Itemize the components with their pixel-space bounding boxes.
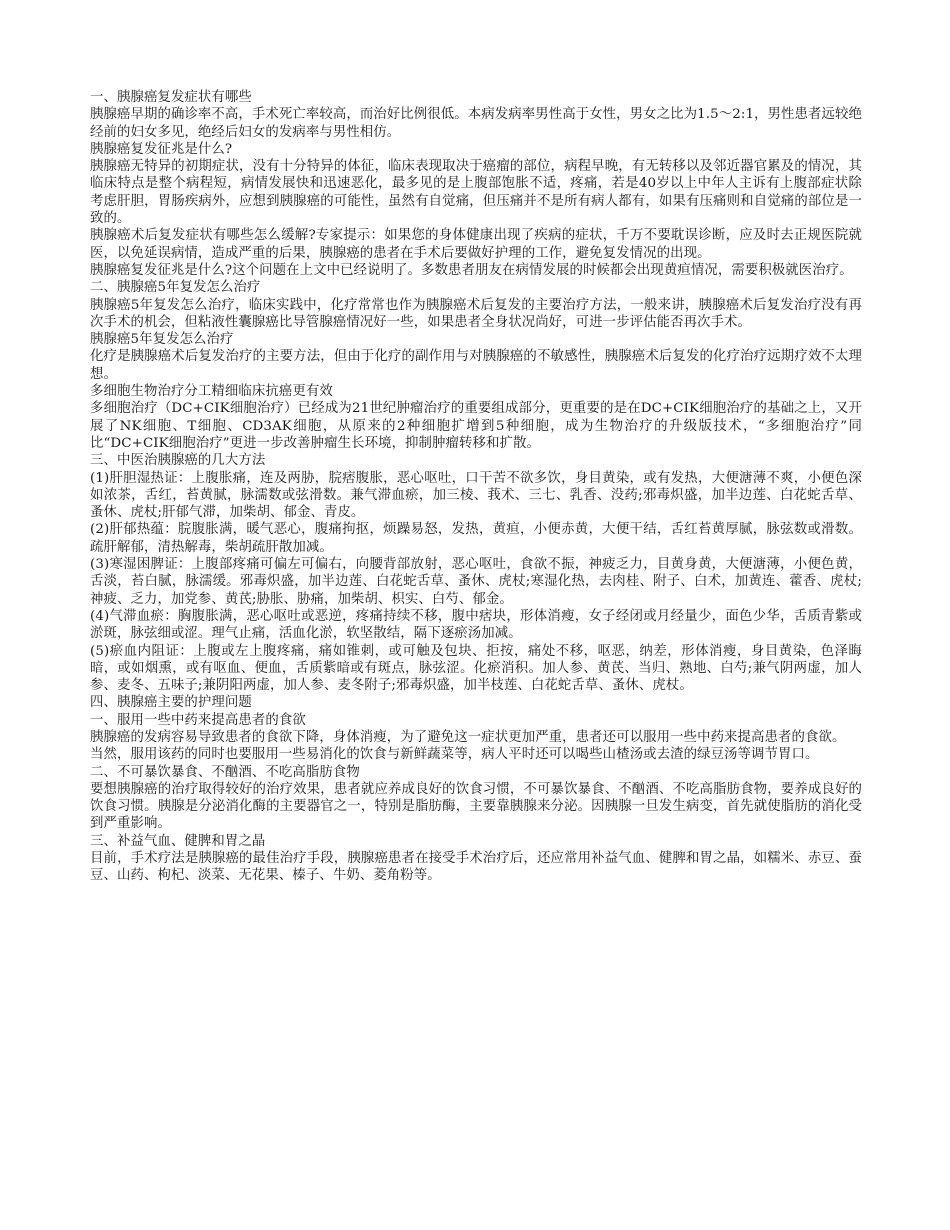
paragraph: 胰腺癌5年复发怎么治疗，临床实践中，化疗常常也作为胰腺癌术后复发的主要治疗方法，一般来讲，胰腺癌术后复发治疗没有再次手术的机会，但粘液性囊腺癌比导管腺癌情况好一些，如果患者全身状况尚好，可进一步评估能否再次手术。 (90, 297, 862, 330)
paragraph: (3)寒湿困脾证：上腹部疼痛可偏左可偏右，向腰背部放射，恶心呕吐，食欲不振，神疲乏力，目黄身黄，大便溏薄，小便色黄，舌淡，苔白腻，脉濡缓。邪毒炽盛，加半边莲、白花蛇舌草、蚤休、虎杖;寒湿化热，去肉桂、附子、白术，加黄连、藿香、虎杖;神疲、乏力，加党参、黄芪;胁胀、胁痛，加柴胡、枳实、白芍、郁金。 (90, 557, 862, 607)
document-body (90, 89, 862, 885)
section-heading: 四、胰腺癌主要的护理问题 (90, 695, 252, 711)
paragraph: 要想胰腺癌的治疗取得较好的治疗效果，患者就应养成良好的饮食习惯，不可暴饮暴食、不酗酒、不吃高脂肪食物，要养成良好的饮食习惯。胰腺是分泌消化酶的主要器官之一，特别是脂肪酶，主要靠胰腺来分泌。因胰腺一旦发生病变，首先就使脂肪的消化受到严重影响。 (90, 781, 862, 832)
subheading: 一、服用一些中药来提高患者的食欲 (90, 712, 306, 728)
section-heading: 二、胰腺癌5年复发怎么治疗 (90, 280, 261, 296)
paragraph: 多细胞治疗（DC+CIK细胞治疗）已经成为21世纪肿瘤治疗的重要组成部分，更重要的是在DC+CIK细胞治疗的基础之上，又开展了NK细胞、T细胞、CD3AK细胞，从原来的2种细胞扩增到5种细胞，成为生物治疗的升级版技术，“多细胞治疗”同比“DC+CIK细胞治疗”更进一步改善肿瘤生长环境，抑制肿瘤转移和扩散。 (90, 401, 862, 451)
paragraph: 胰腺癌早期的确诊率不高，手术死亡率较高，而治好比例很低。本病发病率男性高于女性，男女之比为1.5～2:1，男性患者远较绝经前的妇女多见，绝经后妇女的发病率与男性相仿。 (90, 107, 862, 140)
subheading: 胰腺癌复发征兆是什么? (90, 141, 233, 157)
subheading: 二、不可暴饮暴食、不酗酒、不吃高脂肪食物 (90, 764, 360, 780)
paragraph: (1)肝胆湿热证：上腹胀痛，连及两胁，脘痞腹胀，恶心呕吐，口干苦不欲多饮，身目黄染，或有发热，大便溏薄不爽，小便色深如浓茶，舌红，苔黄腻，脉濡数或弦滑数。兼气滞血瘀，加三棱、莪术、三七、乳香、没药;邪毒炽盛，加半边莲、白花蛇舌草、蚤休、虎杖;肝郁气滞，加柴胡、郁金、青皮。 (90, 470, 862, 521)
subheading: 三、补益气血、健脾和胃之晶 (90, 833, 266, 849)
paragraph: (4)气滞血瘀：胸腹胀满，恶心呕吐或恶逆，疼痛持续不移，腹中痞块，形体消瘦，女子经闭或月经量少，面色少华，舌质青紫或淤斑，脉弦细或涩。理气止痛，活血化淤，软坚散结，隔下逐瘀汤加减。 (90, 608, 862, 642)
paragraph: 目前，手术疗法是胰腺癌的最佳治疗手段，胰腺癌患者在接受手术治疗后，还应常用补益气血、健脾和胃之晶，如糯米、赤豆、蚕豆、山药、枸杞、淡菜、无花果、榛子、牛奶、菱角粉等。 (90, 851, 862, 884)
paragraph: 当然，服用该药的同时也要服用一些易消化的饮食与新鲜蔬菜等，病人平时还可以喝些山楂汤或去渣的绿豆汤等调节胃口。 (90, 747, 819, 763)
paragraph: 胰腺癌无特异的初期症状，没有十分特异的体征，临床表现取决于癌瘤的部位，病程早晚，有无转移以及邻近器官累及的情况，其临床特点是整个病程短，病情发展快和迅速恶化，最多见的是上腹部饱胀不适，疼痛，若是40岁以上中年人主诉有上腹部症状除考虑肝胆，胃肠疾病外，应想到胰腺癌的可能性，虽然有自觉痛，但压痛并不是所有病人都有，如果有压痛则和自觉痛的部位是一致的。 (90, 159, 862, 227)
subheading: 多细胞生物治疗分工精细临床抗癌更有效 (90, 384, 333, 400)
section-heading: 一、胰腺癌复发症状有哪些 (90, 90, 252, 105)
paragraph: 化疗是胰腺癌术后复发治疗的主要方法，但由于化疗的副作用与对胰腺癌的不敏感性，胰腺癌术后复发的化疗治疗远期疗效不太理想。 (90, 349, 862, 382)
paragraph: (2)肝郁热蕴：脘腹胀满，暖气恶心，腹痛拘抠，烦躁易怒，发热，黄疸，小便赤黄，大便干结，舌红苔黄厚腻，脉弦数或滑数。疏肝解郁，清热解毒，柴胡疏肝散加减。 (90, 522, 862, 555)
paragraph: 胰腺癌术后复发症状有哪些怎么缓解?专家提示：如果您的身体健康出现了疾病的症状，千万不要耽误诊断，应及时去正规医院就医，以免延误病情，造成严重的后果，胰腺癌的患者在手术后要做好护理的工作，避免复发情况的出现。 (90, 228, 862, 261)
paragraph: (5)瘀血内阻证：上腹或左上腹疼痛，痛如锥刺，或可触及包块、拒按，痛处不移，呕恶，纳差，形体消瘦，身目黄染，色泽晦暗，或如烟熏，或有呕血、便血，舌质紫暗或有斑点，脉弦涩。化瘀消积。加人参、黄芪、当归、熟地、白芍;兼气阴两虚，加人参、麦冬、五味子;兼阴阳两虚，加人参、麦冬附子;邪毒炽盛，加半枝莲、白花蛇舌草、蚤休、虎杖。 (90, 643, 862, 694)
section-heading: 三、中医治胰腺癌的几大方法 (90, 453, 266, 469)
paragraph: 胰腺癌的发病容易导致患者的食欲下降，身体消瘦，为了避免这一症状更加严重，患者还可以服用一些中药来提高患者的食欲。 (90, 729, 846, 745)
paragraph: 胰腺癌复发征兆是什么?这个问题在上文中已经说明了。多数患者朋友在病情发展的时候都会出现黄疸情况，需要积极就医治疗。 (90, 262, 853, 278)
subheading: 胰腺癌5年复发怎么治疗 (90, 332, 234, 348)
